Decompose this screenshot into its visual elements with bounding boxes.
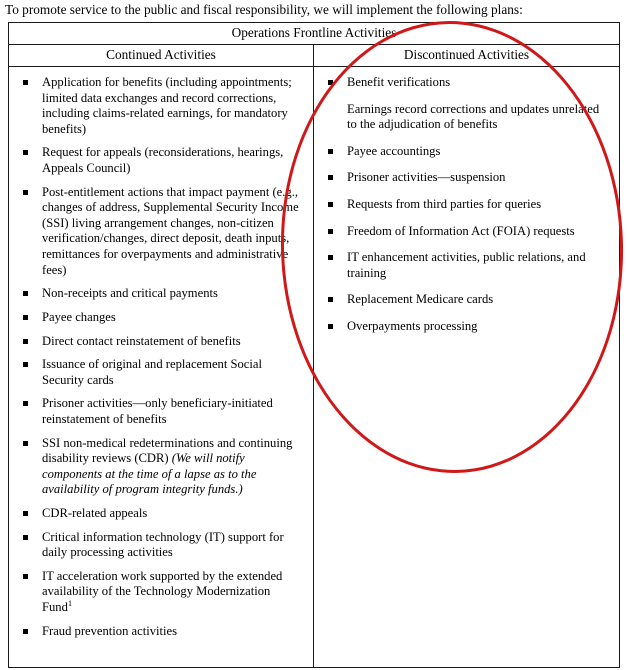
square-bullet-icon bbox=[23, 535, 28, 540]
list-item: Payee accountings bbox=[324, 144, 606, 160]
list-item: Critical information technology (IT) support for daily processing activities bbox=[19, 530, 300, 561]
square-bullet-icon bbox=[23, 291, 28, 296]
activities-table bbox=[8, 22, 620, 668]
table-body bbox=[9, 67, 619, 667]
square-bullet-icon bbox=[23, 362, 28, 367]
square-bullet-icon bbox=[23, 150, 28, 155]
list-item: Overpayments processing bbox=[324, 319, 606, 335]
square-bullet-icon bbox=[328, 202, 333, 207]
list-item: Application for benefits (including appointments; limited data exchanges and record corrections, including claims-related earnings, for mandatory benefits) bbox=[19, 75, 300, 137]
square-bullet-icon bbox=[328, 324, 333, 329]
square-bullet-icon bbox=[328, 175, 333, 180]
column-header-continued: Continued Activities bbox=[9, 45, 314, 66]
item-text: SSI non-medical redeterminations and continuing disability reviews (CDR) bbox=[42, 435, 293, 466]
square-bullet-icon bbox=[328, 80, 333, 85]
square-bullet-icon bbox=[328, 229, 333, 234]
discontinued-activities-column bbox=[314, 67, 619, 667]
item-text: IT acceleration work supported by the extended availability of the Technology Modernization Fund bbox=[42, 568, 283, 615]
list-item: Requests from third parties for queries bbox=[324, 197, 606, 213]
list-item: CDR-related appeals bbox=[19, 506, 300, 522]
intro-text: To promote service to the public and fiscal responsibility, we will implement the following plans: bbox=[5, 2, 523, 17]
square-bullet-icon bbox=[328, 149, 333, 154]
list-item: IT enhancement activities, public relations, and training bbox=[324, 250, 606, 281]
italic-note: (We will notify components at the time of a lapse as to the availability of program integrity funds.) bbox=[42, 451, 257, 497]
list-item: Issuance of original and replacement Social Security cards bbox=[19, 357, 300, 388]
square-bullet-icon bbox=[23, 190, 28, 195]
column-headers-row bbox=[9, 45, 619, 67]
square-bullet-icon bbox=[23, 574, 28, 579]
list-item: Prisoner activities—only beneficiary-initiated reinstatement of benefits bbox=[19, 396, 300, 427]
list-item: Freedom of Information Act (FOIA) requests bbox=[324, 224, 606, 240]
list-item: Direct contact reinstatement of benefits bbox=[19, 334, 300, 350]
square-bullet-icon bbox=[23, 629, 28, 634]
column-header-discontinued: Discontinued Activities bbox=[403, 47, 530, 62]
list-item: Fraud prevention activities bbox=[19, 624, 300, 640]
list-item: Earnings record corrections and updates unrelated to the adjudication of benefits bbox=[347, 101, 600, 132]
square-bullet-icon bbox=[23, 511, 28, 516]
list-item: Benefit verifications bbox=[324, 75, 606, 91]
list-item bbox=[19, 569, 300, 616]
list-item bbox=[19, 436, 300, 498]
continued-activities-column bbox=[9, 67, 314, 667]
list-item: Prisoner activities—suspension bbox=[324, 170, 606, 186]
list-item: Post-entitlement actions that impact payment (e.g., changes of address, Supplemental Security Income (SSI) living arrangement changes, non-citizen verification/changes, direct deposit, death inputs, remittances for overpayments and administrative fees) bbox=[19, 185, 300, 279]
square-bullet-icon bbox=[328, 297, 333, 302]
list-item: Payee changes bbox=[19, 310, 300, 326]
list-item: Replacement Medicare cards bbox=[324, 292, 606, 308]
square-bullet-icon bbox=[23, 315, 28, 320]
footnote-marker: 1 bbox=[67, 597, 73, 608]
square-bullet-icon bbox=[23, 401, 28, 406]
square-bullet-icon bbox=[328, 255, 333, 260]
list-item: Request for appeals (reconsiderations, hearings, Appeals Council) bbox=[19, 145, 300, 176]
square-bullet-icon bbox=[23, 339, 28, 344]
square-bullet-icon bbox=[23, 80, 28, 85]
table-title: Operations Frontline Activities bbox=[9, 23, 619, 45]
square-bullet-icon bbox=[23, 441, 28, 446]
list-item: Non-receipts and critical payments bbox=[19, 286, 300, 302]
